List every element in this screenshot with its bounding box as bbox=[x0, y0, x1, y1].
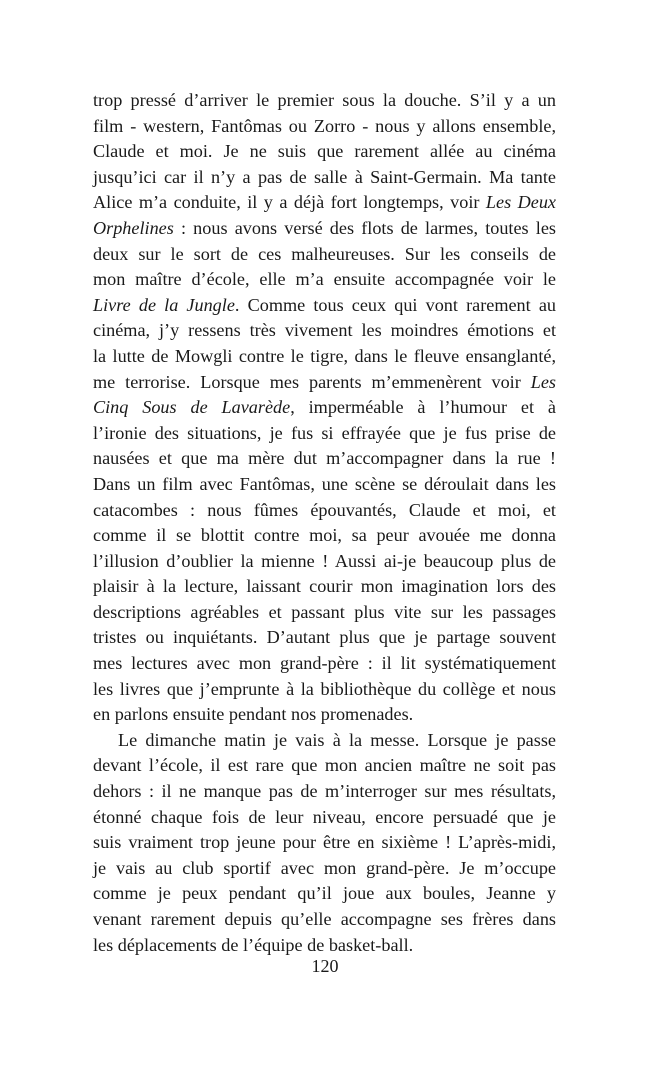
text-line bbox=[93, 574, 556, 600]
text-line bbox=[93, 370, 556, 396]
paragraph bbox=[93, 88, 556, 728]
italic-title: Les bbox=[530, 371, 556, 392]
text-line bbox=[93, 651, 556, 677]
text-run: nausées et que ma mère dut m’accompagner dans la rue ! bbox=[93, 448, 556, 469]
text-run: , imperméable à l’humour et à bbox=[290, 397, 556, 418]
text-line bbox=[93, 830, 556, 856]
text-run: cinéma, j’y ressens très vivement les moindres émotions et bbox=[93, 320, 556, 341]
text-run: les déplacements de l’équipe de basket-ball. bbox=[93, 934, 414, 955]
text-line bbox=[93, 267, 556, 293]
italic-title: Orphelines bbox=[93, 217, 174, 238]
text-run: les livres que j’emprunte à la bibliothèque du collège et nous bbox=[93, 678, 556, 699]
text-run: mon maître d’école, elle m’a ensuite accompagnée voir le bbox=[93, 269, 556, 290]
text-run: mes lectures avec mon grand-père : il lit systématiquement bbox=[93, 653, 556, 674]
text-line bbox=[93, 293, 556, 319]
text-run: la lutte de Mowgli contre le tigre, dans le fleuve ensanglanté, bbox=[93, 345, 556, 366]
text-line bbox=[93, 523, 556, 549]
text-line bbox=[93, 242, 556, 268]
text-run: Alice m’a conduite, il y a déjà fort longtemps, voir bbox=[93, 192, 486, 213]
text-line bbox=[93, 446, 556, 472]
italic-title: Les Deux bbox=[485, 192, 557, 213]
text-line bbox=[93, 625, 556, 651]
text-run: trop pressé d’arriver le premier sous la douche. S’il y a un bbox=[93, 90, 556, 110]
text-line bbox=[93, 395, 556, 421]
text-run: descriptions agréables et passant plus vite sur les passages bbox=[93, 601, 556, 622]
text-run: l’ironie des situations, je fus si effrayée que je fus prise de bbox=[93, 422, 556, 443]
text-run: plaisir à la lecture, laissant courir mon imagination lors des bbox=[93, 576, 556, 597]
text-run: devant l’école, il est rare que mon ancien maître ne soit pas bbox=[93, 755, 556, 776]
text-run: : nous avons versé des flots de larmes, toutes les bbox=[173, 217, 556, 238]
text-line bbox=[93, 779, 556, 805]
text-run: étonné chaque fois de leur niveau, encore persuadé que je bbox=[93, 806, 556, 827]
text-line bbox=[93, 881, 556, 907]
text-run: tristes ou inquiétants. D’autant plus que je partage souvent bbox=[93, 627, 556, 648]
text-line bbox=[93, 600, 556, 626]
text-run: Le dimanche matin je vais à la messe. Lorsque je passe bbox=[118, 729, 556, 750]
text-line bbox=[93, 677, 556, 703]
text-line bbox=[93, 907, 556, 933]
text-line bbox=[93, 114, 556, 140]
text-run: comme il se blottit contre moi, sa peur avouée me donna bbox=[93, 525, 556, 546]
text-line bbox=[93, 165, 556, 191]
text-line bbox=[93, 856, 556, 882]
text-line bbox=[93, 702, 556, 728]
text-run: l’illusion d’oublier la mienne ! Aussi ai-je beaucoup plus de bbox=[93, 550, 556, 571]
text-run: comme je peux pendant qu’il joue aux boules, Jeanne y bbox=[93, 883, 556, 904]
text-run: Dans un film avec Fantômas, une scène se déroulait dans les bbox=[93, 473, 556, 494]
text-line bbox=[93, 753, 556, 779]
text-line bbox=[93, 190, 556, 216]
text-line bbox=[93, 139, 556, 165]
paragraph bbox=[93, 728, 556, 958]
text-run: Claude et moi. Je ne suis que rarement allée au cinéma bbox=[93, 141, 556, 162]
text-line bbox=[93, 805, 556, 831]
text-run: jusqu’ici car il n’y a pas de salle à Saint-Germain. Ma tante bbox=[93, 166, 556, 187]
text-line bbox=[93, 472, 556, 498]
text-run: catacombes : nous fûmes épouvantés, Claude et moi, et bbox=[93, 499, 556, 520]
text-line bbox=[93, 344, 556, 370]
italic-title: Livre de la Jungle bbox=[93, 294, 235, 315]
text-run: dehors : il ne manque pas de m’interroger sur mes résultats, bbox=[93, 781, 556, 802]
text-line bbox=[93, 421, 556, 447]
text-line bbox=[93, 318, 556, 344]
page-number: 120 bbox=[311, 956, 339, 976]
text-run: film - western, Fantômas ou Zorro - nous y allons ensemble, bbox=[93, 115, 556, 136]
text-run: je vais au club sportif avec mon grand-père. Je m’occupe bbox=[93, 857, 556, 878]
page-body bbox=[93, 88, 556, 958]
text-line bbox=[93, 549, 556, 575]
text-run: me terrorise. Lorsque mes parents m’emmenèrent voir bbox=[93, 371, 531, 392]
italic-title: Cinq Sous de Lavarède bbox=[93, 397, 291, 418]
text-line bbox=[93, 88, 556, 114]
text-line bbox=[93, 216, 556, 242]
text-run: suis vraiment trop jeune pour être en sixième ! L’après-midi, bbox=[93, 832, 556, 853]
text-line bbox=[93, 933, 556, 959]
text-line bbox=[93, 498, 556, 524]
text-run: en parlons ensuite pendant nos promenades. bbox=[93, 704, 414, 725]
text-run: . Comme tous ceux qui vont rarement au bbox=[234, 294, 557, 315]
text-line bbox=[93, 728, 556, 754]
text-run: venant rarement depuis qu’elle accompagne ses frères dans bbox=[93, 909, 556, 929]
text-run: deux sur le sort de ces malheureuses. Sur les conseils de bbox=[93, 243, 556, 264]
